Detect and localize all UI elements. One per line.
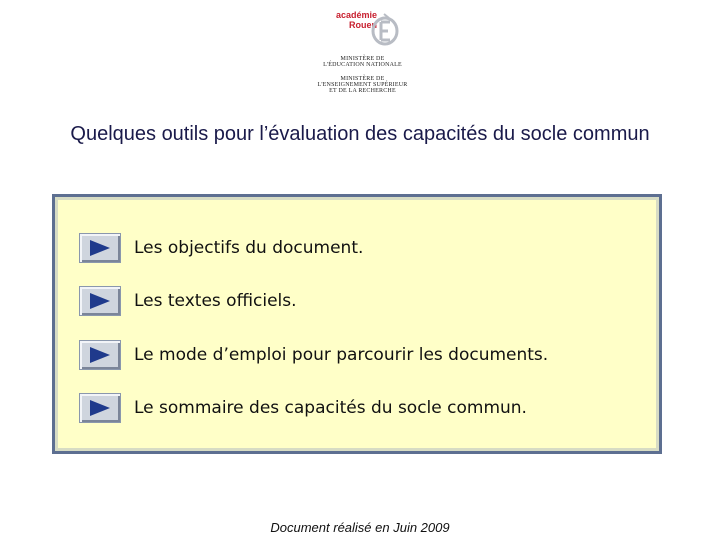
logo-ministry2-line1: MINISTÈRE DE <box>340 76 385 82</box>
logo-ministry2-line2: L'ENSEIGNEMENT SUPÉRIEUR <box>317 82 408 88</box>
menu-item-sommaire[interactable] <box>79 392 639 424</box>
play-icon <box>88 292 112 310</box>
play-icon <box>88 399 112 417</box>
logo-ministere-recherche <box>305 76 420 94</box>
menu-item-label[interactable]: Les textes officiels. <box>134 291 297 311</box>
page-title: Quelques outils pour l’évaluation des capacités du socle commun <box>70 123 650 145</box>
play-button[interactable] <box>79 340 121 370</box>
academie-rouen-logo <box>305 2 420 102</box>
play-button[interactable] <box>79 393 121 423</box>
menu-item-label[interactable]: Le sommaire des capacités du socle commun. <box>134 398 527 418</box>
menu-item-label[interactable]: Le mode d’emploi pour parcourir les documents. <box>134 345 549 365</box>
play-button[interactable] <box>79 233 121 263</box>
play-icon <box>88 239 112 257</box>
play-button[interactable] <box>79 286 121 316</box>
menu-item-mode-emploi[interactable] <box>79 339 639 371</box>
menu-item-textes-officiels[interactable] <box>79 285 639 317</box>
logo-ministry1-line1: MINISTÈRE DE <box>340 56 385 62</box>
logo-line-academie: académie <box>335 10 377 20</box>
logo-ministere-education <box>305 56 420 68</box>
academie-e-icon <box>371 12 399 46</box>
menu-item-objectifs[interactable] <box>79 232 639 264</box>
logo-line-rouen: Rouen <box>349 20 377 30</box>
menu-item-label[interactable]: Les objectifs du document. <box>134 238 364 258</box>
navigation-menu <box>52 194 662 454</box>
footer-note: Document réalisé en Juin 2009 <box>270 520 450 535</box>
play-icon <box>88 346 112 364</box>
logo-ministry1-line2: L'ÉDUCATION NATIONALE <box>323 62 402 68</box>
logo-ministry2-line3: ET DE LA RECHERCHE <box>329 88 396 94</box>
